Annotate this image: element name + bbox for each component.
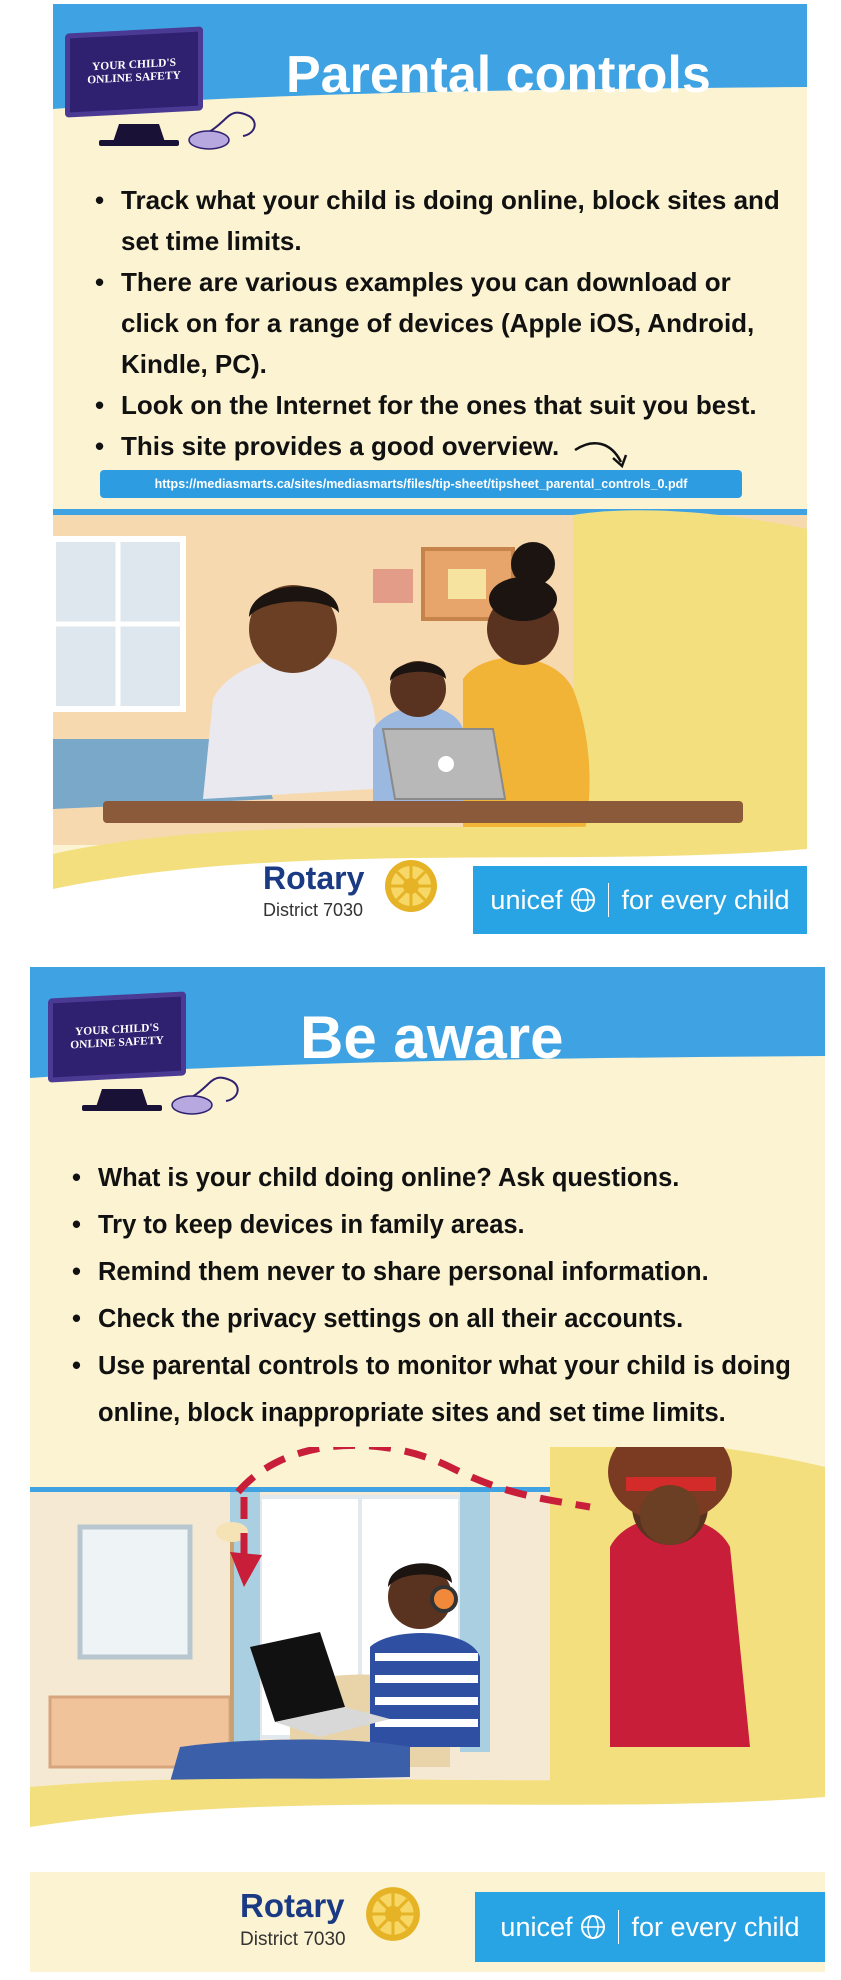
unicef-tagline: for every child xyxy=(631,1911,800,1942)
unicef-separator xyxy=(618,1910,619,1944)
rotary-district: District 7030 xyxy=(240,1929,346,1950)
badge-line-2: ONLINE SAFETY xyxy=(87,69,181,87)
online-safety-badge xyxy=(59,24,269,154)
card-parental-controls xyxy=(53,4,807,934)
computer-mouse-icon xyxy=(189,131,229,149)
unicef-separator xyxy=(608,883,609,917)
page-title: Parental controls xyxy=(286,46,711,104)
list-item: • There are various examples you can download or click on for a range of devices (Apple iOS, Android, Kindle, PC). xyxy=(95,262,785,385)
rotary-wheel-icon xyxy=(383,858,439,914)
unicef-wordmark: unicef xyxy=(490,884,563,915)
rotary-wordmark: Rotary xyxy=(240,1887,345,1924)
rotary-wordmark: Rotary xyxy=(263,860,365,896)
rotary-district: District 7030 xyxy=(263,900,364,920)
list-item: • What is your child doing online? Ask questions. xyxy=(72,1155,802,1202)
rotary-logo xyxy=(263,860,463,930)
badge-line-2: ONLINE SAFETY xyxy=(70,1034,164,1052)
unicef-wordmark: unicef xyxy=(500,1911,573,1942)
unicef-tagline: for every child xyxy=(621,884,790,915)
unicef-banner xyxy=(475,1892,825,1962)
unicef-globe-icon xyxy=(570,887,596,913)
page-title: Be aware xyxy=(300,1004,564,1071)
list-item: • Track what your child is doing online, block sites and set time limits. xyxy=(95,180,785,262)
list-item: • Look on the Internet for the ones that suit you best. xyxy=(95,385,785,426)
computer-mouse-icon xyxy=(172,1096,212,1114)
unicef-globe-icon xyxy=(580,1914,606,1940)
list-item: • This site provides a good overview. xyxy=(95,426,785,467)
list-item: • Try to keep devices in family areas. xyxy=(72,1202,802,1249)
unicef-banner xyxy=(473,866,807,934)
badge-line-1: YOUR CHILD'S xyxy=(74,1021,160,1038)
online-safety-badge xyxy=(42,989,252,1119)
teen-laptop-illustration xyxy=(30,1447,825,1872)
card-be-aware xyxy=(30,967,825,1972)
tips-list xyxy=(72,1155,802,1437)
list-item: • Check the privacy settings on all their accounts. xyxy=(72,1296,802,1343)
list-item: • Remind them never to share personal information. xyxy=(72,1249,802,1296)
list-item: • Use parental controls to monitor what your child is doing online, block inappropriate sites and set time limits. xyxy=(72,1343,802,1437)
rotary-wheel-icon xyxy=(364,1885,422,1943)
rotary-logo xyxy=(240,1887,440,1959)
tips-list xyxy=(95,180,785,467)
overview-link[interactable]: https://mediasmarts.ca/sites/mediasmarts/files/tip-sheet/tipsheet_parental_controls_0.pdf xyxy=(100,470,742,498)
badge-line-1: YOUR CHILD'S xyxy=(91,56,177,73)
